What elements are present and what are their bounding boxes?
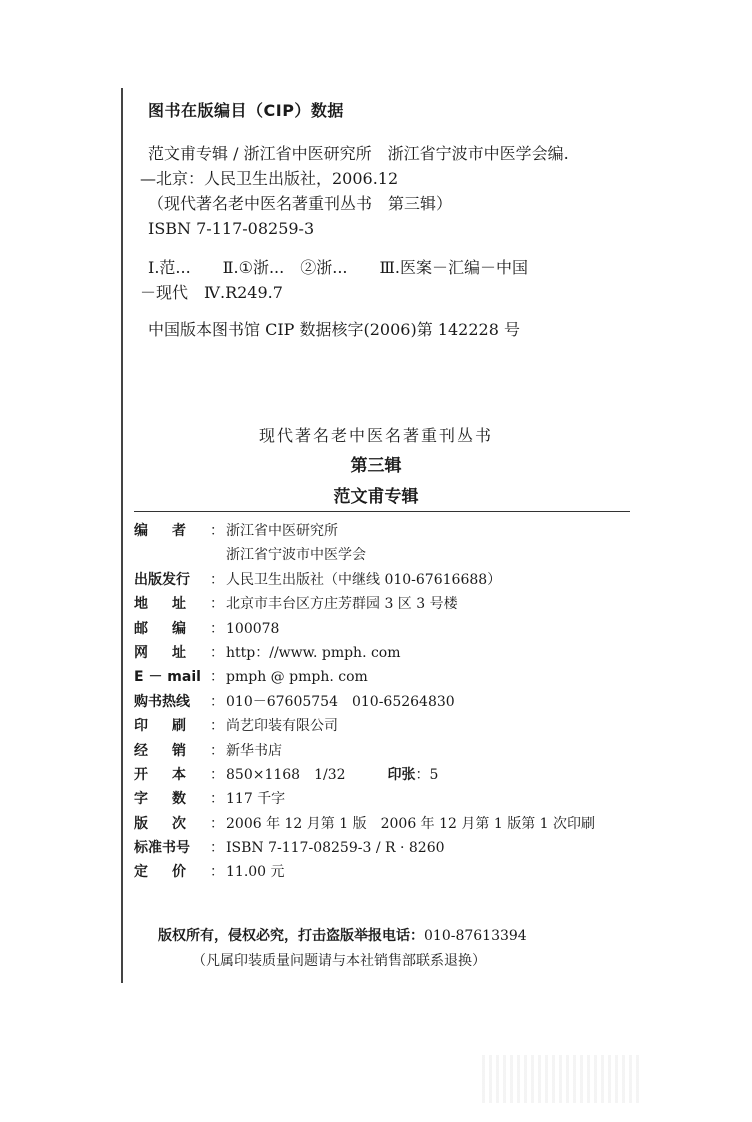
colophon [134, 520, 704, 886]
colophon-row-publisher [134, 569, 704, 593]
colophon-row-email [134, 666, 704, 690]
colophon-value: 尚艺印装有限公司 [226, 718, 338, 735]
cip-line-series: （现代著名老中医名著重刊丛书 第三辑） [148, 194, 453, 213]
colophon-row-postcode [134, 618, 704, 642]
colophon-label: 购书热线 ： [134, 693, 224, 710]
colophon-label: 编 者 ： [134, 523, 224, 539]
colophon-row-editor2 [134, 544, 704, 568]
colophon-row-words [134, 788, 704, 812]
scan-artifact [482, 1055, 642, 1103]
colophon-label: 字 数 ： [134, 791, 224, 808]
colophon-value: 850×1168 1/32 [226, 766, 346, 783]
colophon-row-stdno [134, 837, 704, 861]
cip-line-publisher: —北京：人民卫生出版社，2006.12 [140, 169, 399, 188]
colophon-value: 2006 年 12 月第 1 版 2006 年 12 月第 1 版第 1 次印刷 [226, 815, 596, 832]
cip-title: 图书在版编目（CIP）数据 [148, 101, 344, 120]
colophon-label: 网 址 ： [134, 644, 224, 661]
series-name: 现代著名老中医名著重刊丛书 [258, 426, 493, 445]
colophon-label: 定 价 ： [134, 864, 224, 881]
colophon-label: 标准书号 ： [134, 840, 224, 857]
cip-isbn: ISBN 7-117-08259-3 [148, 219, 315, 238]
book-title: 范文甫专辑 [333, 487, 419, 507]
cip-classification-2: －现代 Ⅳ.R249.7 [140, 283, 283, 302]
colophon-value: ISBN 7-117-08259-3 / R · 8260 [226, 840, 445, 857]
colophon-row-price [134, 861, 704, 885]
colophon-row-distributor [134, 740, 704, 764]
colophon-value: 117 千字 [226, 791, 286, 808]
colophon-value: 11.00 元 [226, 864, 285, 881]
colophon-row-web [134, 642, 704, 666]
colophon-value: 北京市丰台区方庄芳群园 3 区 3 号楼 [226, 596, 458, 613]
colophon-value: pmph @ pmph. com [226, 669, 368, 686]
series-volume: 第三辑 [350, 456, 402, 476]
colophon-value: 100078 [226, 620, 280, 637]
colophon-label: 经 销 ： [134, 742, 224, 759]
colophon-value: 010－67605754 010-65264830 [226, 693, 455, 710]
colophon-row-edition [134, 813, 704, 837]
colophon-row-address [134, 593, 704, 617]
colophon-row-format [134, 764, 704, 788]
colophon-label: 印 刷 ： [134, 718, 224, 735]
margin-rule [121, 88, 123, 983]
colophon-label: 出版发行 ： [134, 571, 224, 588]
report-phone: 010-87613394 [424, 928, 527, 944]
colophon-label: 地 址 ： [134, 596, 224, 613]
copyright-notice: 版权所有，侵权必究，打击盗版举报电话：010-87613394 [158, 928, 527, 944]
colophon-row-editor [134, 520, 704, 544]
colophon-value: 浙江省中医研究所 [226, 523, 338, 539]
cip-line-title: 范文甫专辑 / 浙江省中医研究所 浙江省宁波市中医学会编. [148, 144, 569, 163]
colophon-label: 邮 编 ： [134, 620, 224, 637]
colophon-value: http：//www. pmph. com [226, 644, 401, 661]
colophon-value: 新华书店 [226, 742, 282, 759]
sheet-count: 印张：5 [387, 766, 439, 783]
return-note: （凡属印装质量问题请与本社销售部联系退换） [192, 953, 486, 969]
colophon-value: 人民卫生出版社（中继线 010-67616688） [226, 571, 502, 588]
cip-classification-1: Ⅰ.范... Ⅱ.①浙... ②浙... Ⅲ.医案－汇编－中国 [148, 258, 529, 277]
colophon-label: E － mail ： [134, 669, 224, 686]
colophon-label: 版 次 ： [134, 815, 224, 832]
colophon-label: 开 本 ： [134, 766, 224, 783]
cip-block [140, 98, 708, 342]
title-divider [134, 511, 630, 512]
colophon-row-printer [134, 715, 704, 739]
colophon-row-hotline [134, 691, 704, 715]
cip-library-record: 中国版本图书馆 CIP 数据核字(2006)第 142228 号 [148, 320, 520, 339]
colophon-value: 浙江省宁波市中医学会 [226, 547, 366, 564]
